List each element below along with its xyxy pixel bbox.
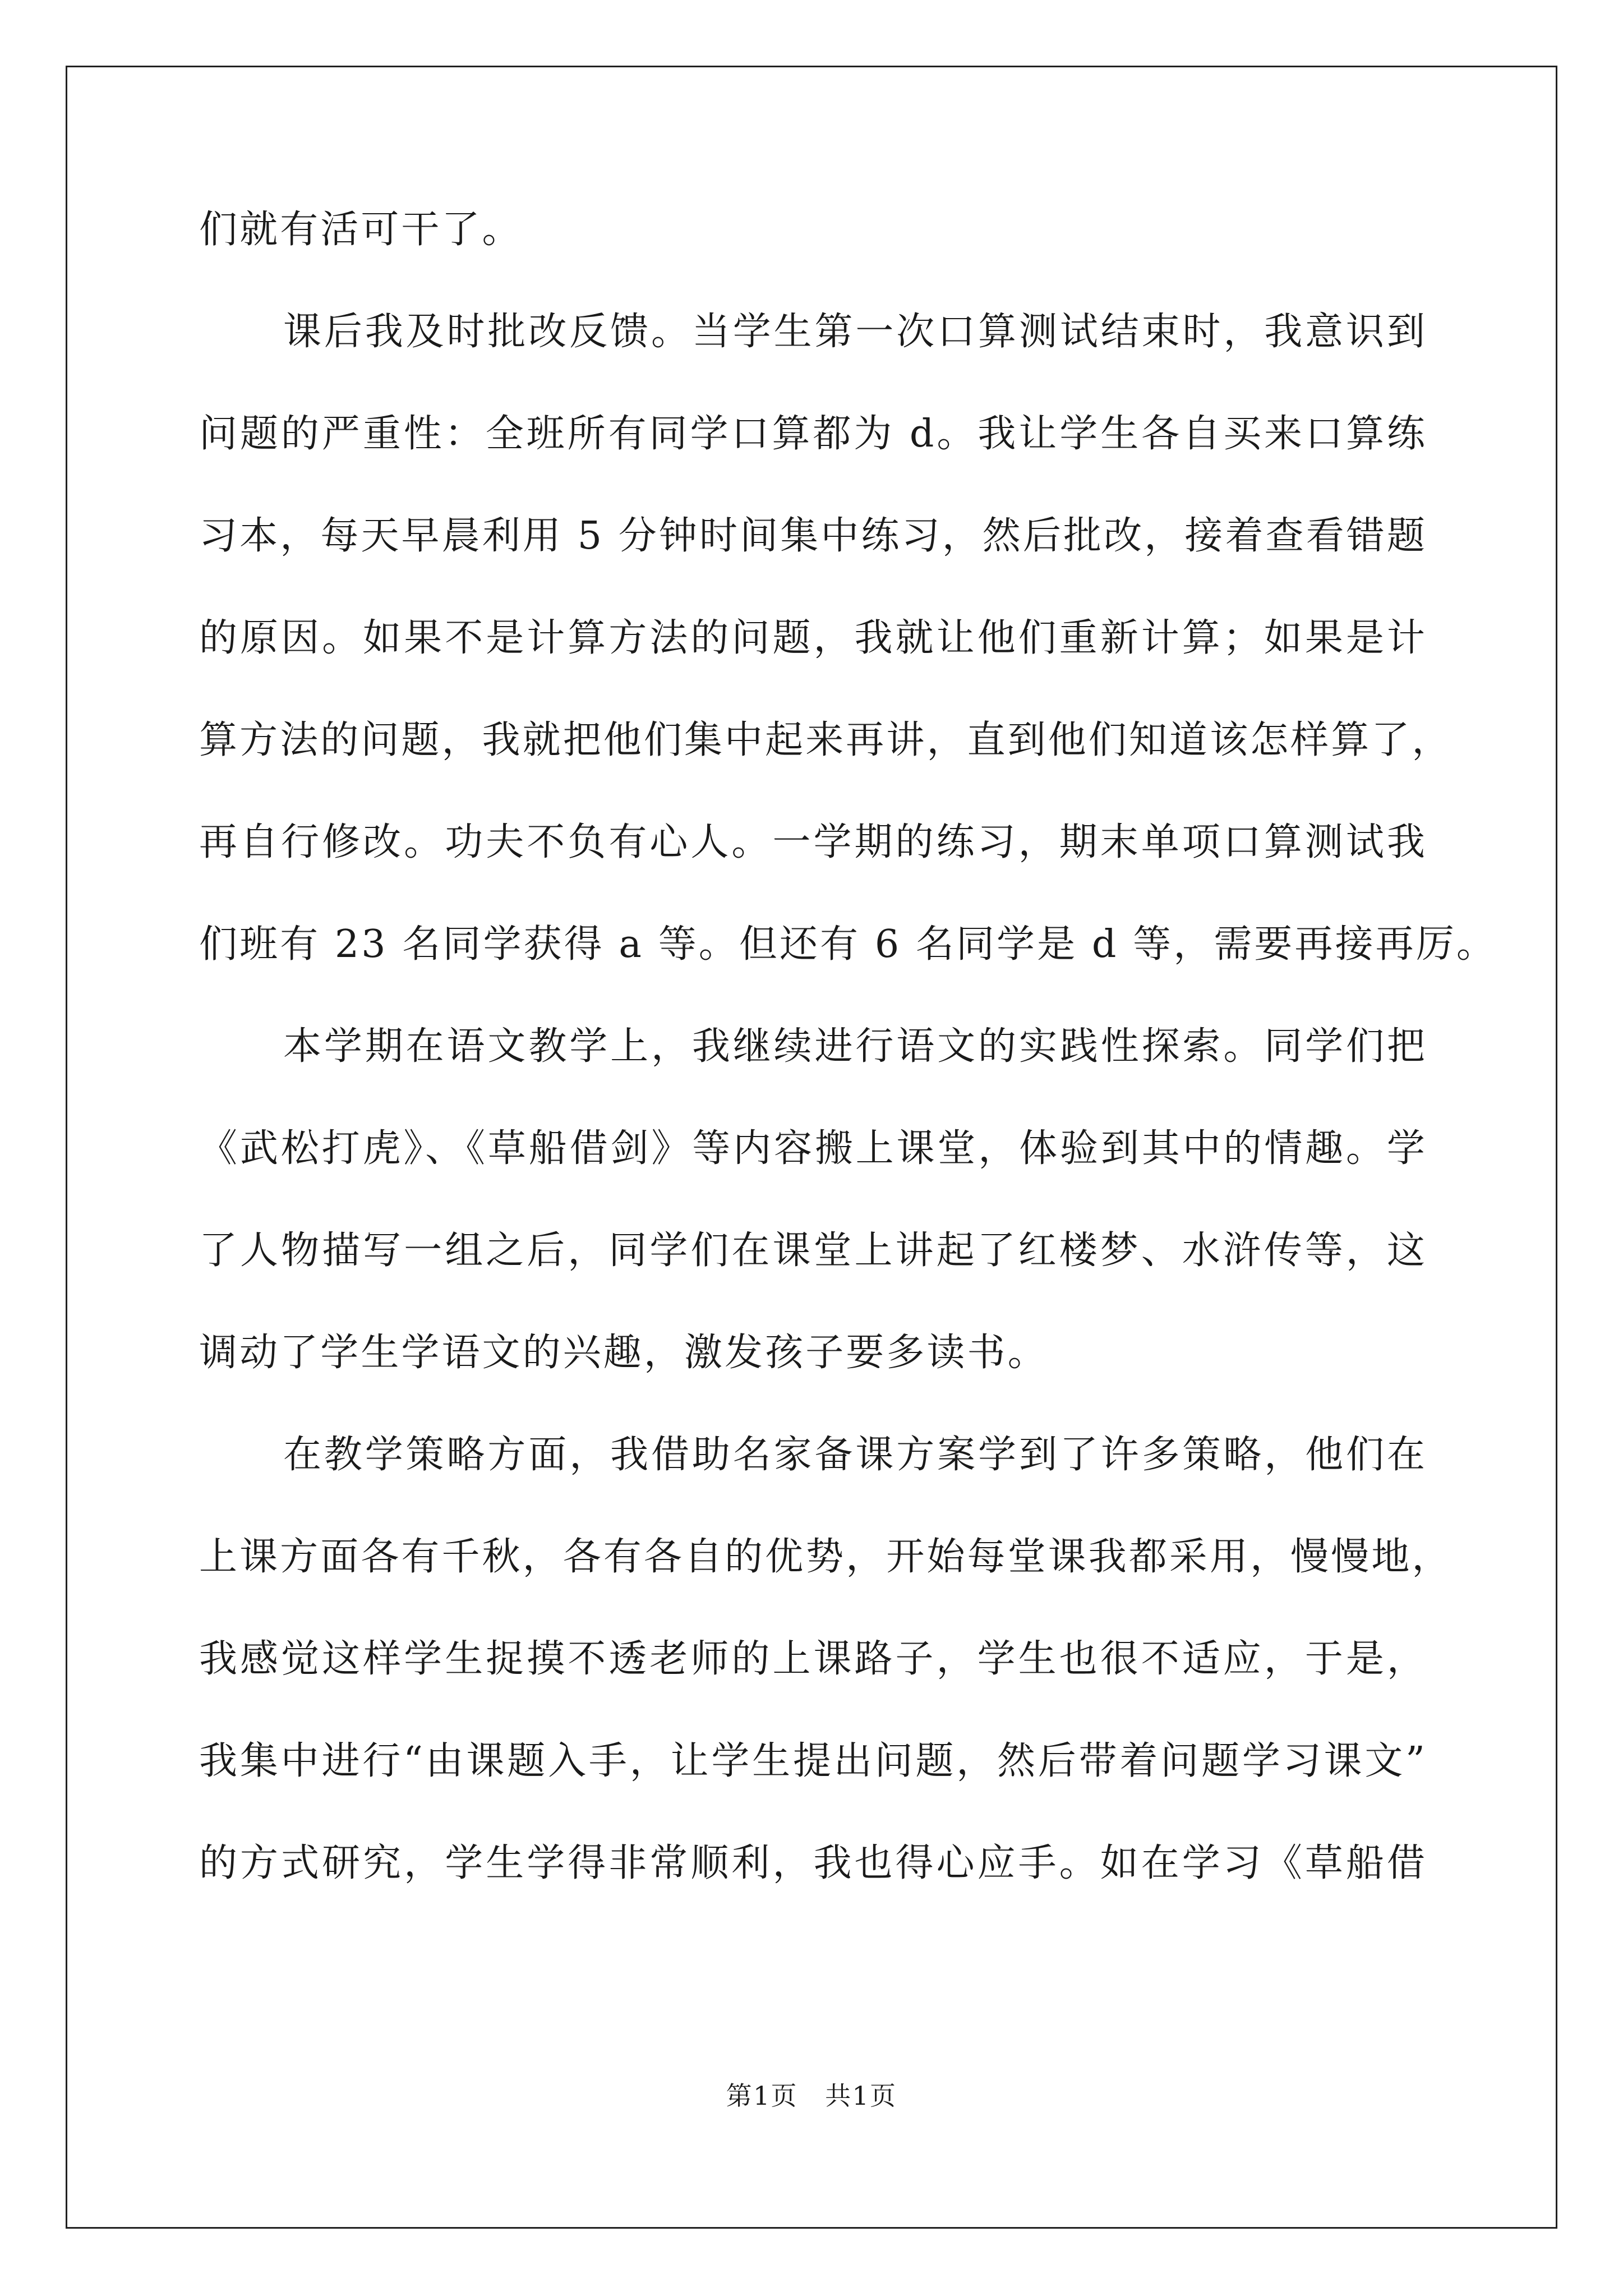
text-line: 课后我及时批改反馈。当学生第一次口算测试结束时，我意识到	[283, 310, 1427, 354]
text-line: 的原因。如果不是计算方法的问题，我就让他们重新计算；如果是计	[199, 616, 1427, 660]
text-line: 们就有活可干了。	[199, 208, 523, 252]
text-line: 调动了学生学语文的兴趣，激发孩子要多读书。	[199, 1331, 1048, 1375]
text-line: 问题的严重性：全班所有同学口算都为 d。我让学生各自买来口算练	[199, 412, 1427, 456]
text-line: 我感觉这样学生捉摸不透老师的上课路子，学生也很不适应，于是，	[199, 1637, 1427, 1681]
text-line: 本学期在语文教学上，我继续进行语文的实践性探索。同学们把	[283, 1024, 1427, 1069]
text-line: 的方式研究，学生学得非常顺利，我也得心应手。如在学习《草船借	[199, 1841, 1427, 1885]
text-line: 我集中进行“由课题入手，让学生提出问题，然后带着问题学习课文”	[199, 1739, 1427, 1783]
text-line: 《武松打虎》、《草船借剑》等内容搬上课堂，体验到其中的情趣。学	[199, 1126, 1427, 1171]
text-line: 们班有 23 名同学获得 a 等。但还有 6 名同学是 d 等，需要再接再厉。	[199, 922, 1497, 967]
text-line: 习本，每天早晨利用 5 分钟时间集中练习，然后批改，接着查看错题	[199, 514, 1427, 558]
text-line: 了人物描写一组之后，同学们在课堂上讲起了红楼梦、水浒传等，这	[199, 1228, 1427, 1273]
text-line: 算方法的问题，我就把他们集中起来再讲，直到他们知道该怎样算了，	[199, 718, 1453, 762]
text-line: 再自行修改。功夫不负有心人。一学期的练习，期末单项口算测试我	[199, 820, 1427, 864]
text-line: 上课方面各有千秋，各有各自的优势，开始每堂课我都采用，慢慢地，	[199, 1535, 1453, 1579]
text-line: 在教学策略方面，我借助名家备课方案学到了许多策略，他们在	[283, 1433, 1427, 1477]
document-body	[199, 202, 1497, 1938]
page-footer: 第1页 共1页	[726, 2081, 897, 2111]
